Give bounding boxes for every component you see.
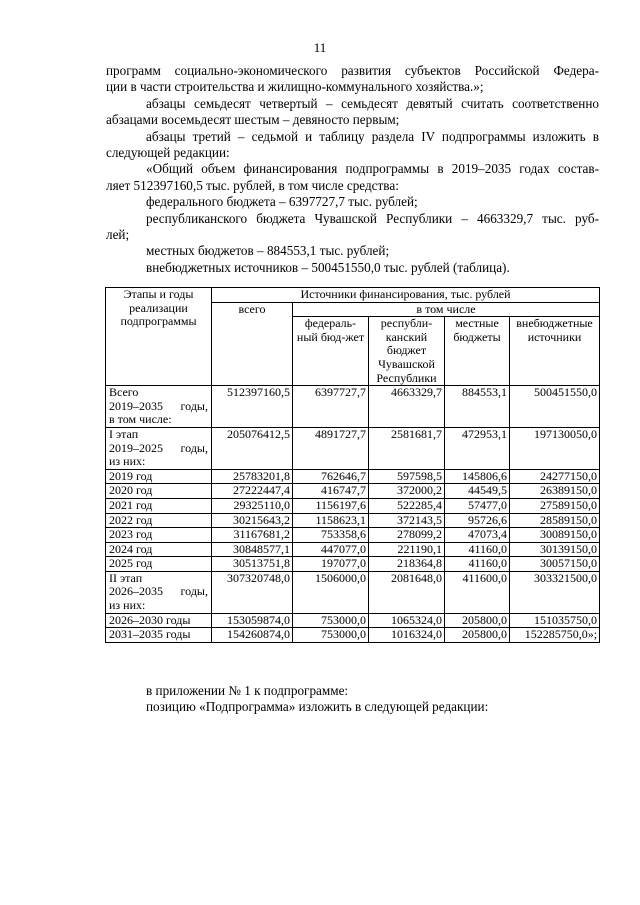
paragraph-line: программ социально-экономического развития субъектов Российской Федера- (106, 63, 599, 78)
cell-extra: 24277150,0 (510, 469, 600, 484)
table-row (106, 427, 600, 469)
table-row (106, 498, 600, 513)
paragraph-line: ции в части строительства и жилищно-коммунального хозяйства.»; (106, 79, 484, 95)
cell-extra: 152285750,0»; (510, 628, 600, 643)
row-label-line: 2022 год (109, 512, 153, 527)
row-label-line: I этап (109, 426, 139, 441)
cell-federal: 6397727,7 (293, 386, 369, 428)
row-label-line: 2019–2025 годы, (109, 440, 208, 455)
cell-extra: 197130050,0 (510, 427, 600, 469)
paragraph-line: местных бюджетов – 884553,1 тыс. рублей; (146, 243, 390, 259)
row-label-line: II этап (109, 570, 143, 585)
cell-total: 154260874,0 (212, 628, 293, 643)
cell-republic: 1016324,0 (369, 628, 445, 643)
financing-table (105, 287, 600, 643)
row-label-line: в том числе: (109, 412, 172, 427)
row-label (106, 513, 212, 528)
cell-total: 512397160,5 (212, 386, 293, 428)
cell-local: 205800,0 (445, 613, 510, 628)
table-row (106, 571, 600, 613)
table-row (106, 513, 600, 528)
row-label (106, 542, 212, 557)
table-row (106, 386, 600, 428)
cell-federal: 447077,0 (293, 542, 369, 557)
page-number: 11 (313, 40, 327, 55)
row-label-line: 2019 год (109, 468, 153, 483)
paragraph-line: внебюджетных источников – 500451550,0 тыс. рублей (таблица). (146, 259, 510, 275)
header-sources: Источники финансирования, тыс. рублей (212, 288, 600, 303)
row-label (106, 469, 212, 484)
cell-federal: 753000,0 (293, 628, 369, 643)
row-label-line: 2020 год (109, 483, 153, 498)
table-row (106, 528, 600, 543)
cell-republic: 278099,2 (369, 528, 445, 543)
cell-total: 307320748,0 (212, 571, 293, 613)
cell-republic: 1065324,0 (369, 613, 445, 628)
paragraph-line: абзацы третий – седьмой и таблицу раздела IV подпрограммы изложить в (146, 128, 599, 144)
cell-republic: 2581681,7 (369, 427, 445, 469)
cell-total: 27222447,4 (212, 484, 293, 499)
cell-extra: 27589150,0 (510, 498, 600, 513)
cell-local: 57477,0 (445, 498, 510, 513)
row-label-line: 2019–2035 годы, (109, 398, 208, 413)
cell-local: 41160,0 (445, 542, 510, 557)
cell-extra: 500451550,0 (510, 386, 600, 428)
row-label (106, 528, 212, 543)
cell-republic: 2081648,0 (369, 571, 445, 613)
paragraph-line: позицию «Подпрограмма» изложить в следующей редакции: (146, 699, 489, 715)
cell-total: 153059874,0 (212, 613, 293, 628)
row-label (106, 571, 212, 613)
cell-local: 95726,6 (445, 513, 510, 528)
table-row (106, 557, 600, 572)
row-label-line: 2025 год (109, 556, 153, 571)
paragraph-line: в приложении № 1 к подпрограмме: (146, 683, 349, 698)
row-label-line: из них: (109, 454, 146, 469)
cell-extra: 303321500,0 (510, 571, 600, 613)
cell-local: 47073,4 (445, 528, 510, 543)
table-row (106, 613, 600, 628)
cell-republic: 4663329,7 (369, 386, 445, 428)
row-label-line: 2023 год (109, 527, 153, 542)
paragraph-line: абзацами восемьдесят шестым – девяносто первым; (106, 112, 400, 128)
row-label-line: 2026–2030 годы (109, 612, 191, 627)
cell-republic: 597598,5 (369, 469, 445, 484)
cell-federal: 753358,6 (293, 528, 369, 543)
cell-federal: 416747,7 (293, 484, 369, 499)
cell-total: 30215643,2 (212, 513, 293, 528)
paragraph-line: абзацы семьдесят четвертый – семьдесят девятый считать соответственно (146, 95, 599, 111)
row-label (106, 484, 212, 499)
cell-republic: 218364,8 (369, 557, 445, 572)
row-label (106, 628, 212, 643)
cell-local: 41160,0 (445, 557, 510, 572)
cell-extra: 30139150,0 (510, 542, 600, 557)
header-stage: Этапы и годы реализации подпрограммы (106, 288, 212, 386)
cell-local: 145806,6 (445, 469, 510, 484)
body-text-bottom (106, 683, 599, 716)
cell-extra: 30057150,0 (510, 557, 600, 572)
cell-federal: 4891727,7 (293, 427, 369, 469)
cell-federal: 753000,0 (293, 613, 369, 628)
cell-extra: 28589150,0 (510, 513, 600, 528)
header-extra: внебюджетные источники (510, 317, 600, 386)
row-label (106, 557, 212, 572)
cell-federal: 197077,0 (293, 557, 369, 572)
header-federal: федераль-ный бюд-жет (293, 317, 369, 386)
table-row (106, 542, 600, 557)
row-label-line: Всего (109, 385, 139, 400)
row-label-line: 2024 год (109, 541, 153, 556)
paragraph-line: следующей редакции: (106, 145, 230, 161)
row-label-line: 2031–2035 годы (109, 627, 191, 642)
cell-extra: 26389150,0 (510, 484, 600, 499)
header-total: всего (212, 302, 293, 386)
row-label-line: из них: (109, 598, 146, 613)
paragraph-line: ляет 512397160,5 тыс. рублей, в том числе средства: (106, 177, 399, 193)
cell-local: 884553,1 (445, 386, 510, 428)
cell-federal: 1158623,1 (293, 513, 369, 528)
cell-total: 205076412,5 (212, 427, 293, 469)
cell-local: 44549,5 (445, 484, 510, 499)
header-republic: республи-канский бюджет Чувашской Республики (369, 317, 445, 386)
row-label (106, 613, 212, 628)
cell-total: 30513751,8 (212, 557, 293, 572)
table-row (106, 469, 600, 484)
paragraph-line: федерального бюджета – 6397727,7 тыс. рублей; (146, 194, 418, 210)
cell-extra: 151035750,0 (510, 613, 600, 628)
paragraph-line: «Общий объем финансирования подпрограммы в 2019–2035 годах состав- (146, 161, 599, 177)
table-body (106, 386, 600, 643)
cell-federal: 1506000,0 (293, 571, 369, 613)
row-label-line: 2026–2035 годы, (109, 584, 208, 599)
cell-local: 205800,0 (445, 628, 510, 643)
header-including: в том числе (293, 302, 600, 317)
paragraph-line: лей; (106, 227, 130, 243)
body-text-top (106, 63, 599, 276)
cell-republic: 372143,5 (369, 513, 445, 528)
cell-republic: 221190,1 (369, 542, 445, 557)
cell-local: 411600,0 (445, 571, 510, 613)
cell-republic: 522285,4 (369, 498, 445, 513)
row-label-line: 2021 год (109, 497, 153, 512)
cell-total: 29325110,0 (212, 498, 293, 513)
row-label (106, 386, 212, 428)
cell-federal: 762646,7 (293, 469, 369, 484)
cell-federal: 1156197,6 (293, 498, 369, 513)
cell-local: 472953,1 (445, 427, 510, 469)
cell-total: 30848577,1 (212, 542, 293, 557)
cell-extra: 30089150,0 (510, 528, 600, 543)
table-row (106, 628, 600, 643)
table-row (106, 484, 600, 499)
row-label (106, 427, 212, 469)
cell-total: 31167681,2 (212, 528, 293, 543)
paragraph-line: республиканского бюджета Чувашской Республики – 4663329,7 тыс. руб- (146, 210, 599, 226)
cell-total: 25783201,8 (212, 469, 293, 484)
cell-republic: 372000,2 (369, 484, 445, 499)
header-local: местные бюджеты (445, 317, 510, 386)
row-label (106, 498, 212, 513)
